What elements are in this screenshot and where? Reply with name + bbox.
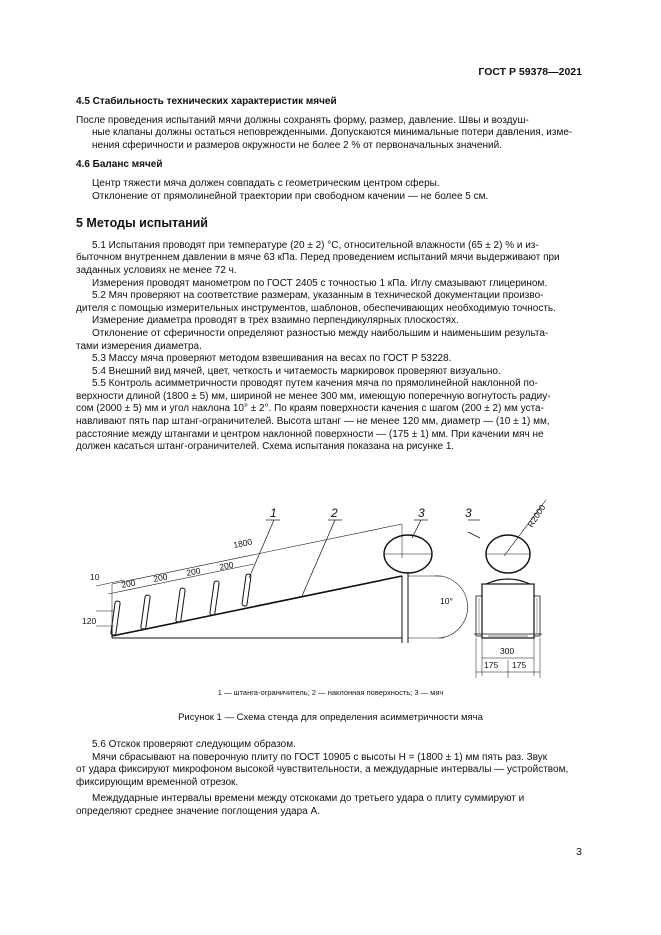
p56-line-3: фиксирующим временной отрезок. <box>76 776 239 788</box>
p55-line-4: навливают пять пар штанг-ограничителей. Высота штанг — не менее 120 мм, диаметр — (10 ± 1) мм, <box>76 416 550 428</box>
s45-line-2: ные клапаны должны остаться неповрежденными. Допускаются минимальные потери давления, изме- <box>92 127 573 139</box>
dim-200-label-1: 200 <box>120 577 137 590</box>
callout-3: 3 <box>418 506 425 520</box>
s46-line-2: Отклонение от прямолинейной траектории при свободном качении — не более 5 см. <box>92 190 489 202</box>
dim-200-label-2: 200 <box>152 571 169 584</box>
dim-200-label-4: 200 <box>218 559 235 572</box>
figure-legend: 1 — штанга-ограничитель; 2 — наклонная поверхность; 3 — мяч <box>217 688 444 697</box>
rod-2 <box>141 595 151 629</box>
dim-200-label-3: 200 <box>185 565 202 578</box>
p56-sum-line-1: Междударные интервалы времени между отскоками до третьего удара о плиту суммируют и <box>92 793 525 805</box>
p52-sphericity-1: Отклонение от сферичности определяют разностью между наибольшим и наименьшим результа- <box>92 327 549 339</box>
dim-1800-label: 1800 <box>232 536 253 550</box>
dim-175-right-label: 175 <box>512 660 527 670</box>
p52-diameter: Измерение диаметра проводят в трех взаимно перпендикулярных плоскостях. <box>92 315 459 327</box>
p54: 5.4 Внешний вид мячей, цвет, четкость и читаемость маркировок проверяют визуально. <box>92 365 501 377</box>
section-5-6 <box>76 739 583 819</box>
rod-4 <box>210 581 220 615</box>
p53: 5.3 Массу мяча проверяют методом взвешивания на весах по ГОСТ Р 53228. <box>92 353 452 365</box>
section-4-6-title: 4.6 Баланс мячей <box>76 159 163 171</box>
callout-2: 2 <box>331 506 338 520</box>
callout-2-leader <box>302 520 335 596</box>
p56-line-1: Мячи сбрасывают на поверочную плиту по ГОСТ 10905 с высоты H = (1800 ± 1) мм пять раз. Звук <box>92 751 548 763</box>
angle-label: 10° <box>440 596 453 606</box>
dim-300-label: 300 <box>500 646 515 656</box>
stand-body <box>482 584 534 638</box>
rod-3 <box>176 588 186 622</box>
r2000-label: R2000 <box>525 502 548 530</box>
p52-sphericity-2: тами измерения диаметра. <box>76 340 202 352</box>
p55-line-5: расстояние между штангами и центром наклонной поверхности — (175 ± 1) мм. При качении мяч не <box>76 428 544 440</box>
document-header: ГОСТ Р 59378—2021 <box>478 66 582 78</box>
p52-line-1: 5.2 Мяч проверяют на соответствие размерам, указанным в технической документации произво- <box>92 290 544 302</box>
figure-caption: Рисунок 1 — Схема стенда для определения асимметричности мяча <box>178 712 483 723</box>
dim-10-label: 10 <box>90 572 100 582</box>
angle-arc <box>434 576 468 638</box>
section-5-title: 5 Методы испытаний <box>76 216 208 231</box>
concave-surface <box>486 579 530 584</box>
p55-line-6: должен касаться штанг-ограничителей. Схема испытания показана на рисунке 1. <box>76 441 455 453</box>
p51-measure: Измерения проводят манометром по ГОСТ 2405 с точностью 1 кПа. Иглу смазывают глицерином. <box>92 277 548 289</box>
p51-line-1: 5.1 Испытания проводят при температуре (20 ± 2) °С, относительной влажности (65 ± 2) % и из- <box>92 239 539 251</box>
p52-line-2: дителя с помощью измерительных инструментов, шаблонов, обеспечивающих необходимую точность. <box>76 302 556 314</box>
p55-line-1: 5.5 Контроль асимметричности проводят путем качения мяча по прямолинейной наклонной по- <box>92 378 538 390</box>
callout-1: 1 <box>270 506 277 520</box>
p56-intro: 5.6 Отскок проверяют следующим образом. <box>92 739 296 750</box>
s45-line-1: После проведения испытаний мячи должны сохранять форму, размер, давление. Швы и воздуш- <box>76 114 529 126</box>
p55-line-3: сом (2000 ± 5) мм и угол наклона 10° ± 2°. По краям поверхности качения с шагом (200 ± 2) мм уста- <box>76 403 544 415</box>
p56-line-2: от удара фиксируют микрофоном высокой чувствительности, а междударные интервалы — устройством, <box>76 764 569 776</box>
page-number: 3 <box>576 846 582 858</box>
callout-3-cross: 3 <box>465 506 472 520</box>
section-4-5-title: 4.5 Стабильность технических характеристик мячей <box>76 96 337 107</box>
rod-5 <box>242 574 251 606</box>
main-text <box>76 90 583 454</box>
callout-1-leader <box>249 520 274 578</box>
inclined-surface-line <box>112 576 402 636</box>
p51-line-2: быточном внутреннем давлении в мяче 63 кПа. Перед проведением испытаний мячи выдерживают при <box>76 252 560 264</box>
p51-line-3: заданных условиях не менее 72 ч. <box>76 264 237 276</box>
p55-line-2: верхности длиной (1800 ± 5) мм, шириной не менее 300 мм, имеющую поперечную вогнутость радиу- <box>76 390 551 402</box>
callout-3-leader <box>412 520 421 538</box>
s46-line-1: Центр тяжести мяча должен совпадать с геометрическим центром сферы. <box>92 177 440 189</box>
s45-line-3: нения сферичности и размеров окружности не более 2 % от первоначальных значений. <box>92 139 502 151</box>
p56-sum-line-2: определяют среднее значение поглощения удара A. <box>76 805 320 817</box>
dim-120-label: 120 <box>82 616 97 626</box>
test-stand-diagram <box>84 498 584 688</box>
dim-175-left-label: 175 <box>484 660 499 670</box>
